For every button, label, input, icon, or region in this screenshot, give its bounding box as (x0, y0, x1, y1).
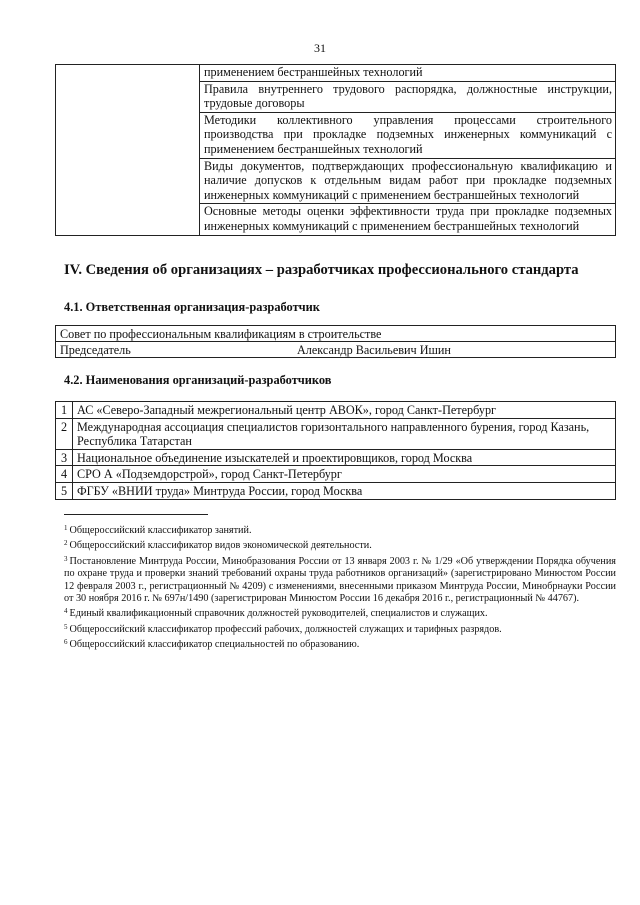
table-row (56, 449, 616, 466)
footnote (64, 522, 616, 537)
developer-organizations-table (55, 401, 616, 500)
table-row (56, 65, 616, 82)
table-cell: Виды документов, подтверждающих профессиональную квалификацию и наличие допусков к отдельным видам работ при прокладке подземных инженерных коммуникаций с применением бестраншейных технологий (200, 158, 616, 204)
organization-name: Национальное объединение изыскателей и проектировщиков, город Москва (73, 449, 616, 466)
footnote-text: Единый квалификационный справочник должностей руководителей, специалистов и служащих. (69, 608, 488, 620)
table-cell: Основные методы оценки эффективности труда при прокладке подземных инженерных коммуникаций с применением бестраншейных технологий (200, 204, 616, 235)
signatory-cell (56, 342, 616, 358)
section-title: IV. Сведения об организациях – разработчиках профессионального стандарта (64, 262, 579, 278)
person-name: Александр Васильевич Ишин (297, 343, 451, 357)
table-row (56, 418, 616, 449)
organization-name: Международная ассоциация специалистов горизонтального направленного бурения, город Казань, Республика Татарстан (73, 418, 616, 449)
organization-name: Совет по профессиональным квалификациям в строительстве (56, 326, 616, 342)
signatory-line (60, 343, 611, 357)
footnote-mark: 2 (64, 539, 68, 548)
subsection-title-responsible: 4.1. Ответственная организация-разработчик (64, 300, 320, 314)
footnote-mark: 6 (64, 638, 68, 647)
row-number: 3 (56, 449, 73, 466)
footnote (64, 605, 616, 620)
organization-name: ФГБУ «ВНИИ труда» Минтруда России, город Москва (73, 482, 616, 499)
table-row (56, 466, 616, 483)
responsible-organization-table (55, 325, 616, 358)
footnote (64, 621, 616, 636)
row-number: 1 (56, 402, 73, 419)
footnotes (64, 522, 616, 652)
footnote-text: Общероссийский классификатор специальностей по образованию. (69, 639, 360, 651)
subsection-title-developers: 4.2. Наименования организаций-разработчиков (64, 373, 332, 387)
table-row (56, 326, 616, 342)
footnote-text: Общероссийский классификатор занятий. (69, 525, 252, 536)
table-cell: Правила внутреннего трудового распорядка, должностные инструкции, трудовые договоры (200, 81, 616, 112)
footnote (64, 537, 616, 552)
table-row (56, 482, 616, 499)
footnote-mark: 4 (64, 607, 68, 616)
knowledge-table (55, 64, 616, 236)
table-cell: Методики коллективного управления процессами строительного производства при прокладке подземных инженерных коммуникаций с применением бестраншейных технологий (200, 112, 616, 158)
table-label-cell (56, 65, 200, 236)
footnote-mark: 1 (64, 524, 68, 532)
organization-name: СРО А «Подземдорстрой», город Санкт-Петербург (73, 466, 616, 483)
organization-name: АС «Северо-Западный межрегиональный центр АВОК», город Санкт-Петербург (73, 402, 616, 419)
row-number: 2 (56, 418, 73, 449)
table-row (56, 402, 616, 419)
footnote-mark: 5 (64, 622, 68, 631)
footnote-mark: 3 (64, 554, 68, 563)
table-cell: применением бестраншейных технологий (200, 65, 616, 82)
footnote (64, 636, 616, 651)
footnote-text: Постановление Минтруда России, Минобразования России от 13 января 2003 г. № 1/29 «Об утверждении Порядка обучения по охране труда и проверки знаний требований охраны труда работников организаций» (зарегистрировано Минюстом России 12 февраля 2003 г., регистрационный № 4209) с изменениями, внесенными приказом Минтруда России, Минобрнауки России от 30 ноября 2016 г. № 697н/1490 (зарегистрирован Минюстом России 16 декабря 2016 г., регистрационный № 44767). (64, 555, 616, 605)
footnote-divider (64, 514, 208, 515)
footnote-text: Общероссийский классификатор видов экономической деятельности. (69, 540, 372, 552)
page-number: 31 (314, 41, 326, 55)
footnote (64, 553, 616, 606)
footnote-text: Общероссийский классификатор профессий рабочих, должностей служащих и тарифных разрядов. (69, 623, 502, 635)
row-number: 4 (56, 466, 73, 483)
row-number: 5 (56, 482, 73, 499)
position-label: Председатель (60, 343, 131, 357)
table-row (56, 342, 616, 358)
